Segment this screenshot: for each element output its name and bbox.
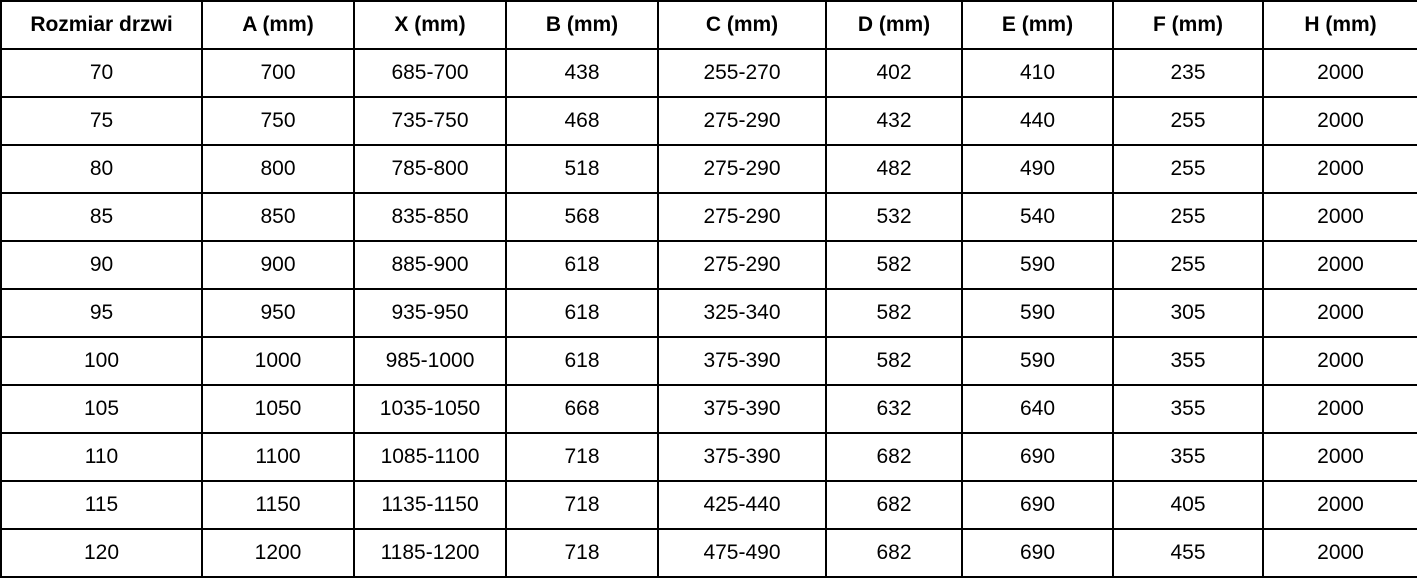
table-cell: 718 xyxy=(506,529,658,577)
table-cell: 482 xyxy=(826,145,962,193)
table-cell: 885-900 xyxy=(354,241,506,289)
table-body xyxy=(1,49,1417,577)
table-row xyxy=(1,97,1417,145)
table-cell: 835-850 xyxy=(354,193,506,241)
column-header: B (mm) xyxy=(506,1,658,49)
table-cell: 355 xyxy=(1113,337,1263,385)
table-cell: 582 xyxy=(826,241,962,289)
table-cell: 80 xyxy=(1,145,202,193)
table-cell: 115 xyxy=(1,481,202,529)
table-cell: 582 xyxy=(826,289,962,337)
table-row xyxy=(1,529,1417,577)
column-header: H (mm) xyxy=(1263,1,1417,49)
table-cell: 718 xyxy=(506,481,658,529)
table-cell: 1050 xyxy=(202,385,354,433)
table-cell: 668 xyxy=(506,385,658,433)
table-cell: 402 xyxy=(826,49,962,97)
table-cell: 105 xyxy=(1,385,202,433)
table-cell: 355 xyxy=(1113,385,1263,433)
table-cell: 785-800 xyxy=(354,145,506,193)
table-row xyxy=(1,289,1417,337)
table-cell: 100 xyxy=(1,337,202,385)
table-cell: 438 xyxy=(506,49,658,97)
table-cell: 518 xyxy=(506,145,658,193)
table-cell: 85 xyxy=(1,193,202,241)
table-cell: 468 xyxy=(506,97,658,145)
table-cell: 682 xyxy=(826,529,962,577)
table-cell: 985-1000 xyxy=(354,337,506,385)
table-cell: 532 xyxy=(826,193,962,241)
table-cell: 110 xyxy=(1,433,202,481)
column-header: X (mm) xyxy=(354,1,506,49)
table-cell: 618 xyxy=(506,337,658,385)
table-cell: 690 xyxy=(962,529,1113,577)
table-cell: 120 xyxy=(1,529,202,577)
table-cell: 1000 xyxy=(202,337,354,385)
table-cell: 490 xyxy=(962,145,1113,193)
table-cell: 900 xyxy=(202,241,354,289)
column-header: Rozmiar drzwi xyxy=(1,1,202,49)
table-cell: 2000 xyxy=(1263,385,1417,433)
table-cell: 425-440 xyxy=(658,481,826,529)
column-header: D (mm) xyxy=(826,1,962,49)
table-cell: 95 xyxy=(1,289,202,337)
table-cell: 70 xyxy=(1,49,202,97)
table-row xyxy=(1,433,1417,481)
column-header: C (mm) xyxy=(658,1,826,49)
table-cell: 2000 xyxy=(1263,433,1417,481)
table-cell: 1185-1200 xyxy=(354,529,506,577)
table-cell: 690 xyxy=(962,433,1113,481)
table-cell: 2000 xyxy=(1263,97,1417,145)
table-cell: 2000 xyxy=(1263,337,1417,385)
table-cell: 685-700 xyxy=(354,49,506,97)
table-cell: 2000 xyxy=(1263,289,1417,337)
table-cell: 800 xyxy=(202,145,354,193)
table-cell: 1100 xyxy=(202,433,354,481)
table-cell: 375-390 xyxy=(658,337,826,385)
table-cell: 255 xyxy=(1113,241,1263,289)
table-header-row xyxy=(1,1,1417,49)
table-cell: 590 xyxy=(962,289,1113,337)
table-cell: 718 xyxy=(506,433,658,481)
table-cell: 355 xyxy=(1113,433,1263,481)
table-cell: 255 xyxy=(1113,97,1263,145)
table-cell: 1135-1150 xyxy=(354,481,506,529)
table-cell: 935-950 xyxy=(354,289,506,337)
table-cell: 682 xyxy=(826,433,962,481)
table-cell: 375-390 xyxy=(658,433,826,481)
table-cell: 2000 xyxy=(1263,145,1417,193)
table-cell: 2000 xyxy=(1263,49,1417,97)
table-cell: 325-340 xyxy=(658,289,826,337)
table-cell: 2000 xyxy=(1263,529,1417,577)
table-cell: 440 xyxy=(962,97,1113,145)
table-cell: 255-270 xyxy=(658,49,826,97)
table-row xyxy=(1,193,1417,241)
table-cell: 1200 xyxy=(202,529,354,577)
column-header: E (mm) xyxy=(962,1,1113,49)
table-cell: 682 xyxy=(826,481,962,529)
column-header: A (mm) xyxy=(202,1,354,49)
table-cell: 590 xyxy=(962,241,1113,289)
table-cell: 568 xyxy=(506,193,658,241)
table-row xyxy=(1,49,1417,97)
table-cell: 235 xyxy=(1113,49,1263,97)
table-cell: 640 xyxy=(962,385,1113,433)
header-row xyxy=(1,1,1417,49)
table-cell: 618 xyxy=(506,241,658,289)
table-cell: 75 xyxy=(1,97,202,145)
table-cell: 275-290 xyxy=(658,193,826,241)
table-row xyxy=(1,241,1417,289)
table-cell: 1085-1100 xyxy=(354,433,506,481)
table-cell: 432 xyxy=(826,97,962,145)
table-cell: 275-290 xyxy=(658,97,826,145)
table-cell: 950 xyxy=(202,289,354,337)
table-row xyxy=(1,337,1417,385)
table-cell: 540 xyxy=(962,193,1113,241)
table-cell: 255 xyxy=(1113,193,1263,241)
table-row xyxy=(1,481,1417,529)
table-cell: 455 xyxy=(1113,529,1263,577)
table-cell: 405 xyxy=(1113,481,1263,529)
table-cell: 255 xyxy=(1113,145,1263,193)
table-cell: 410 xyxy=(962,49,1113,97)
table-cell: 700 xyxy=(202,49,354,97)
table-cell: 690 xyxy=(962,481,1113,529)
table-cell: 590 xyxy=(962,337,1113,385)
table-cell: 90 xyxy=(1,241,202,289)
table-row xyxy=(1,145,1417,193)
table-cell: 1035-1050 xyxy=(354,385,506,433)
table-cell: 2000 xyxy=(1263,241,1417,289)
table-cell: 735-750 xyxy=(354,97,506,145)
table-cell: 375-390 xyxy=(658,385,826,433)
table-cell: 750 xyxy=(202,97,354,145)
table-cell: 275-290 xyxy=(658,145,826,193)
table-cell: 305 xyxy=(1113,289,1263,337)
table-cell: 2000 xyxy=(1263,481,1417,529)
table-row xyxy=(1,385,1417,433)
table-cell: 2000 xyxy=(1263,193,1417,241)
table-cell: 850 xyxy=(202,193,354,241)
table-cell: 618 xyxy=(506,289,658,337)
table-cell: 582 xyxy=(826,337,962,385)
column-header: F (mm) xyxy=(1113,1,1263,49)
table-cell: 275-290 xyxy=(658,241,826,289)
table-cell: 632 xyxy=(826,385,962,433)
table-cell: 1150 xyxy=(202,481,354,529)
table-cell: 475-490 xyxy=(658,529,826,577)
